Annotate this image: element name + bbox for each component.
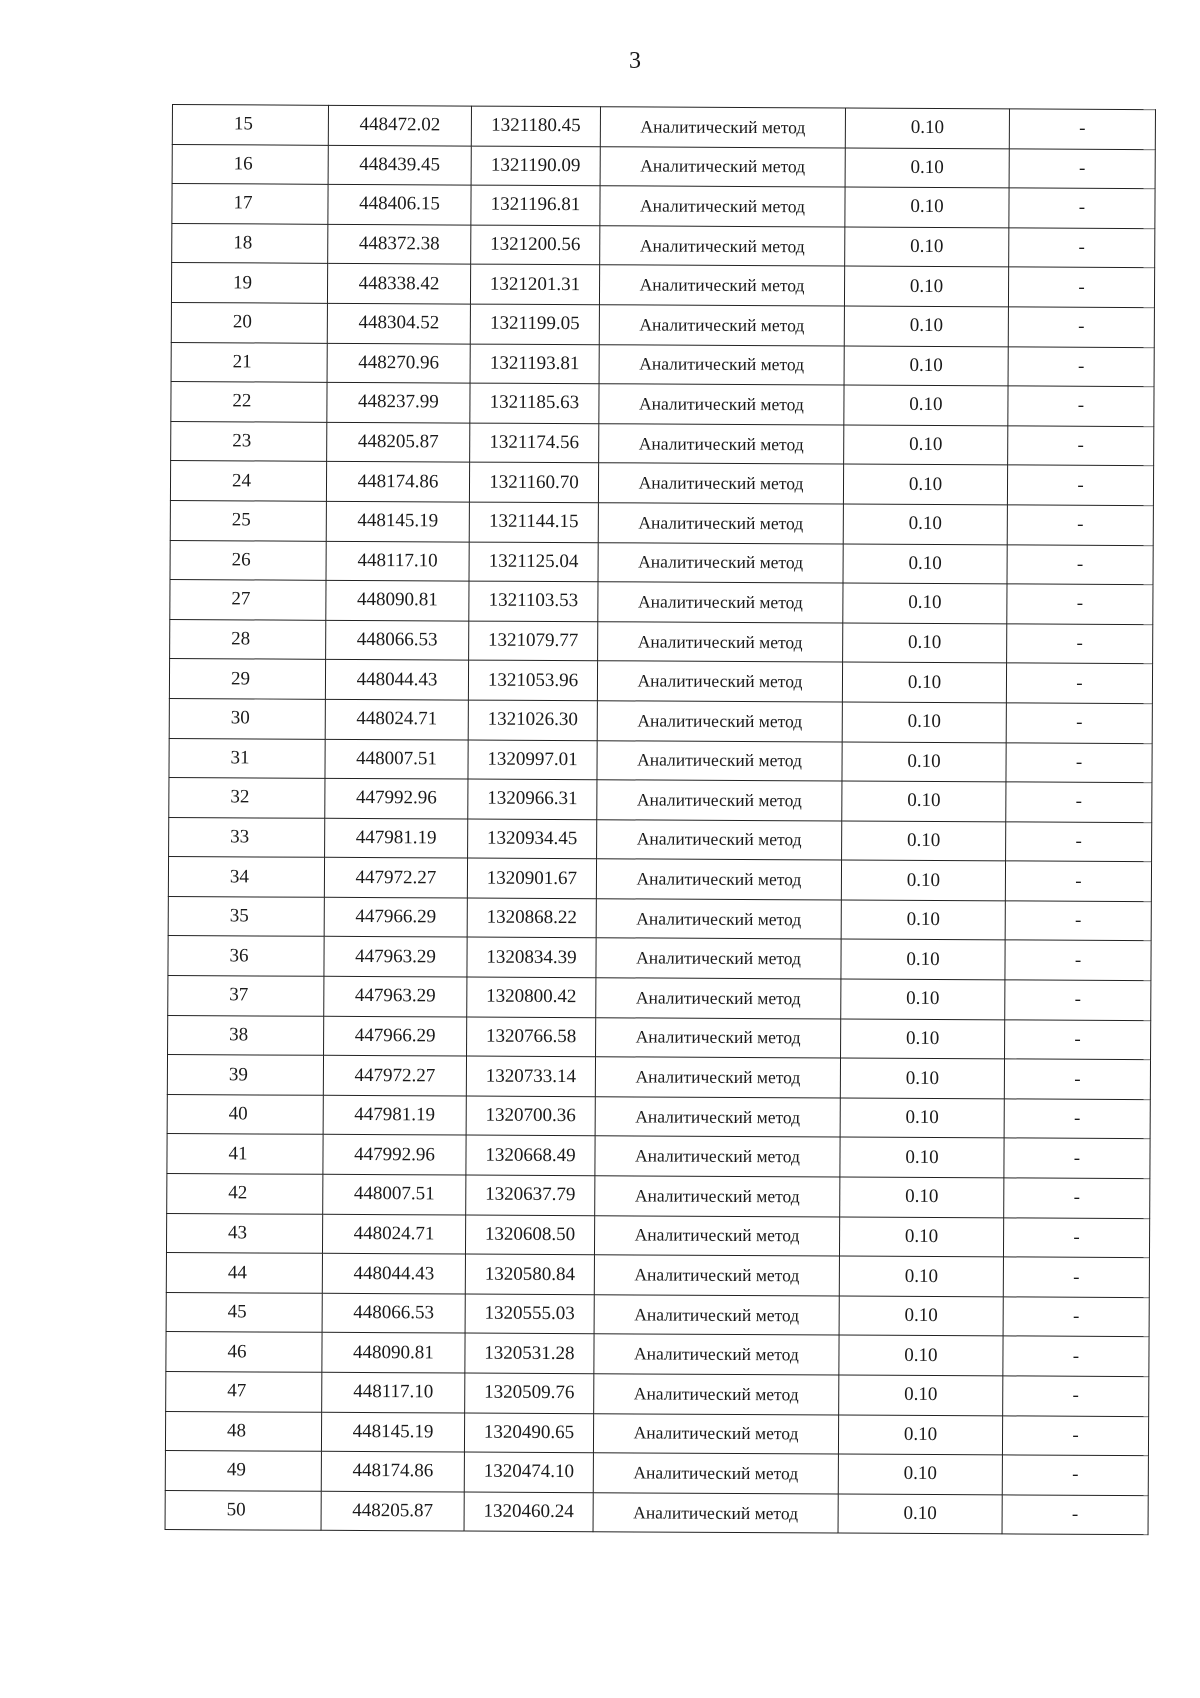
coordinate-x-cell: 448117.10: [322, 1372, 465, 1412]
description-cell: -: [1006, 663, 1152, 703]
method-cell: Аналитический метод: [599, 423, 844, 464]
coordinate-x-cell: 448145.19: [326, 501, 469, 541]
accuracy-cell: 0.10: [844, 385, 1008, 425]
accuracy-cell: 0.10: [838, 1454, 1002, 1494]
point-number-cell: 28: [170, 619, 326, 659]
coordinate-y-cell: 1320460.24: [464, 1492, 593, 1532]
description-cell: -: [1002, 1495, 1148, 1535]
table-row: [171, 421, 1154, 466]
point-number-cell: 37: [168, 976, 324, 1016]
description-cell: -: [1003, 1257, 1149, 1297]
method-cell: Аналитический метод: [598, 542, 843, 583]
description-cell: -: [1006, 742, 1152, 782]
description-cell: -: [1008, 346, 1154, 386]
table-row: [169, 738, 1152, 783]
accuracy-cell: 0.10: [839, 1217, 1003, 1257]
accuracy-cell: 0.10: [843, 504, 1007, 544]
coordinate-x-cell: 448174.86: [321, 1451, 464, 1491]
accuracy-cell: 0.10: [842, 662, 1006, 702]
table-row: [168, 1015, 1151, 1060]
method-cell: Аналитический метод: [593, 1413, 838, 1454]
table-row: [168, 936, 1151, 981]
accuracy-cell: 0.10: [838, 1415, 1002, 1455]
coordinate-x-cell: 448205.87: [327, 422, 470, 462]
coordinate-x-cell: 447981.19: [325, 818, 468, 858]
accuracy-cell: 0.10: [839, 1375, 1003, 1415]
table-row: [168, 896, 1151, 941]
method-cell: Аналитический метод: [594, 1334, 839, 1375]
method-cell: Аналитический метод: [598, 503, 843, 544]
coordinate-y-cell: 1320608.50: [465, 1215, 594, 1255]
point-number-cell: 34: [168, 857, 324, 897]
method-cell: Аналитический метод: [600, 186, 845, 227]
description-cell: -: [1007, 505, 1153, 545]
point-number-cell: 18: [172, 223, 328, 263]
coordinate-y-cell: 1321079.77: [469, 621, 598, 661]
coordinate-x-cell: 448472.02: [328, 105, 471, 145]
description-cell: -: [1006, 782, 1152, 822]
point-number-cell: 50: [165, 1490, 321, 1530]
description-cell: -: [1003, 1336, 1149, 1376]
method-cell: Аналитический метод: [596, 899, 841, 940]
description-cell: -: [1007, 584, 1153, 624]
coordinate-y-cell: 1320474.10: [464, 1452, 593, 1492]
point-number-cell: 17: [172, 184, 328, 224]
coordinate-x-cell: 447981.19: [323, 1095, 466, 1135]
table-row: [169, 778, 1152, 823]
point-number-cell: 15: [172, 105, 328, 145]
coordinate-y-cell: 1320934.45: [468, 819, 597, 859]
point-number-cell: 47: [166, 1371, 322, 1411]
accuracy-cell: 0.10: [843, 544, 1007, 584]
description-cell: -: [1004, 1099, 1150, 1139]
description-cell: -: [1005, 861, 1151, 901]
accuracy-cell: 0.10: [843, 623, 1007, 663]
coordinate-y-cell: 1320766.58: [467, 1017, 596, 1057]
coordinate-y-cell: 1321200.56: [471, 225, 600, 265]
accuracy-cell: 0.10: [839, 1296, 1003, 1336]
accuracy-cell: 0.10: [843, 464, 1007, 504]
point-number-cell: 27: [170, 580, 326, 620]
coordinate-y-cell: 1321026.30: [468, 700, 597, 740]
table-row: [171, 382, 1154, 427]
description-cell: -: [1007, 465, 1153, 505]
table-row: [167, 1134, 1150, 1179]
table-row: [170, 500, 1153, 545]
coordinate-x-cell: 448044.43: [325, 660, 468, 700]
method-cell: Аналитический метод: [593, 1453, 838, 1494]
description-cell: -: [1002, 1415, 1148, 1455]
table-row: [165, 1411, 1148, 1456]
point-number-cell: 30: [169, 698, 325, 738]
point-number-cell: 16: [172, 144, 328, 184]
description-cell: -: [1005, 980, 1151, 1020]
coordinate-y-cell: 1321185.63: [470, 383, 599, 423]
method-cell: Аналитический метод: [594, 1295, 839, 1336]
method-cell: Аналитический метод: [595, 1176, 840, 1217]
coordinate-y-cell: 1320580.84: [465, 1254, 594, 1294]
accuracy-cell: 0.10: [842, 702, 1006, 742]
method-cell: Аналитический метод: [597, 661, 842, 702]
coordinate-x-cell: 448205.87: [321, 1491, 464, 1531]
coordinate-y-cell: 1320509.76: [465, 1373, 594, 1413]
description-cell: -: [1002, 1455, 1148, 1495]
method-cell: Аналитический метод: [596, 978, 841, 1019]
coordinate-y-cell: 1321180.45: [471, 106, 600, 146]
description-cell: -: [1003, 1217, 1149, 1257]
method-cell: Аналитический метод: [594, 1374, 839, 1415]
description-cell: -: [1006, 703, 1152, 743]
method-cell: Аналитический метод: [594, 1255, 839, 1296]
coordinate-y-cell: 1320555.03: [465, 1294, 594, 1334]
coordinate-y-cell: 1321174.56: [470, 423, 599, 463]
coordinate-y-cell: 1320733.14: [466, 1056, 595, 1096]
description-cell: -: [1003, 1376, 1149, 1416]
coordinates-table: [165, 104, 1156, 1536]
point-number-cell: 39: [167, 1055, 323, 1095]
accuracy-cell: 0.10: [842, 781, 1006, 821]
point-number-cell: 25: [170, 500, 326, 540]
coordinate-y-cell: 1321053.96: [468, 660, 597, 700]
point-number-cell: 26: [170, 540, 326, 580]
coordinate-y-cell: 1320700.36: [466, 1096, 595, 1136]
point-number-cell: 45: [166, 1292, 322, 1332]
coordinate-x-cell: 448007.51: [325, 739, 468, 779]
method-cell: Аналитический метод: [593, 1493, 838, 1534]
method-cell: Аналитический метод: [596, 859, 841, 900]
coordinate-x-cell: 448237.99: [327, 382, 470, 422]
description-cell: -: [1005, 901, 1151, 941]
accuracy-cell: 0.10: [844, 425, 1008, 465]
coordinate-x-cell: 448090.81: [326, 580, 469, 620]
method-cell: Аналитический метод: [595, 1136, 840, 1177]
method-cell: Аналитический метод: [597, 780, 842, 821]
table-row: [167, 1094, 1150, 1139]
table-row: [170, 540, 1153, 585]
point-number-cell: 42: [167, 1174, 323, 1214]
coordinate-x-cell: 448406.15: [328, 185, 471, 225]
coordinate-y-cell: 1320901.67: [467, 858, 596, 898]
point-number-cell: 40: [167, 1094, 323, 1134]
accuracy-cell: 0.10: [842, 742, 1006, 782]
point-number-cell: 38: [168, 1015, 324, 1055]
coordinate-y-cell: 1321103.53: [469, 581, 598, 621]
point-number-cell: 31: [169, 738, 325, 778]
method-cell: Аналитический метод: [596, 1017, 841, 1058]
coordinate-y-cell: 1320490.65: [464, 1413, 593, 1453]
accuracy-cell: 0.10: [839, 1256, 1003, 1296]
description-cell: -: [1006, 822, 1152, 862]
method-cell: Аналитический метод: [598, 463, 843, 504]
method-cell: Аналитический метод: [597, 701, 842, 742]
coordinate-x-cell: 447963.29: [324, 976, 467, 1016]
accuracy-cell: 0.10: [841, 979, 1005, 1019]
coordinate-x-cell: 448372.38: [328, 224, 471, 264]
method-cell: Аналитический метод: [600, 146, 845, 187]
method-cell: Аналитический метод: [598, 621, 843, 662]
table-row: [167, 1055, 1150, 1100]
description-cell: -: [1009, 148, 1155, 188]
accuracy-cell: 0.10: [845, 227, 1009, 267]
accuracy-cell: 0.10: [842, 821, 1006, 861]
table-row: [169, 698, 1152, 743]
coordinate-x-cell: 448174.86: [326, 462, 469, 502]
coordinate-x-cell: 448090.81: [322, 1333, 465, 1373]
accuracy-cell: 0.10: [845, 108, 1009, 148]
coordinate-x-cell: 448007.51: [323, 1174, 466, 1214]
coordinate-x-cell: 447966.29: [324, 897, 467, 937]
table-row: [172, 144, 1155, 189]
coordinate-x-cell: 448304.52: [327, 303, 470, 343]
coordinate-x-cell: 447963.29: [324, 937, 467, 977]
coordinate-y-cell: 1321125.04: [469, 542, 598, 582]
method-cell: Аналитический метод: [599, 344, 844, 385]
point-number-cell: 22: [171, 382, 327, 422]
table-row: [170, 580, 1153, 625]
method-cell: Аналитический метод: [596, 938, 841, 979]
table-row: [171, 342, 1154, 387]
method-cell: Аналитический метод: [599, 384, 844, 425]
table-row: [165, 1490, 1148, 1535]
accuracy-cell: 0.10: [845, 148, 1009, 188]
method-cell: Аналитический метод: [595, 1097, 840, 1138]
coordinates-table-body: [165, 105, 1155, 1536]
description-cell: -: [1007, 624, 1153, 664]
point-number-cell: 29: [169, 659, 325, 699]
accuracy-cell: 0.10: [840, 1098, 1004, 1138]
table-row: [171, 302, 1154, 347]
point-number-cell: 36: [168, 936, 324, 976]
table-row: [165, 1451, 1148, 1496]
accuracy-cell: 0.10: [840, 1137, 1004, 1177]
description-cell: -: [1009, 109, 1155, 149]
coordinate-x-cell: 448439.45: [328, 145, 471, 185]
table-row: [169, 817, 1152, 862]
point-number-cell: 48: [165, 1411, 321, 1451]
point-number-cell: 49: [165, 1451, 321, 1491]
table-row: [168, 976, 1151, 1021]
accuracy-cell: 0.10: [844, 306, 1008, 346]
coordinate-y-cell: 1320834.39: [467, 938, 596, 978]
coordinate-y-cell: 1321201.31: [470, 264, 599, 304]
accuracy-cell: 0.10: [843, 583, 1007, 623]
coordinate-x-cell: 448066.53: [326, 620, 469, 660]
coordinate-x-cell: 447992.96: [325, 778, 468, 818]
point-number-cell: 35: [168, 896, 324, 936]
accuracy-cell: 0.10: [841, 860, 1005, 900]
coordinate-y-cell: 1320800.42: [467, 977, 596, 1017]
accuracy-cell: 0.10: [845, 187, 1009, 227]
point-number-cell: 20: [171, 302, 327, 342]
method-cell: Аналитический метод: [597, 740, 842, 781]
coordinate-y-cell: 1320966.31: [468, 779, 597, 819]
page-number: 3: [629, 48, 641, 74]
table-row: [166, 1292, 1149, 1337]
coordinate-y-cell: 1320868.22: [467, 898, 596, 938]
point-number-cell: 46: [166, 1332, 322, 1372]
point-number-cell: 32: [169, 778, 325, 818]
table-row: [169, 659, 1152, 704]
description-cell: -: [1004, 1059, 1150, 1099]
coordinate-x-cell: 447972.27: [323, 1056, 466, 1096]
description-cell: -: [1005, 940, 1151, 980]
table-row: [172, 223, 1155, 268]
coordinate-y-cell: 1321190.09: [471, 146, 600, 186]
description-cell: -: [1003, 1297, 1149, 1337]
description-cell: -: [1008, 386, 1154, 426]
point-number-cell: 44: [166, 1253, 322, 1293]
coordinate-x-cell: 447972.27: [324, 858, 467, 898]
table-row: [172, 184, 1155, 229]
accuracy-cell: 0.10: [838, 1494, 1002, 1534]
method-cell: Аналитический метод: [594, 1215, 839, 1256]
accuracy-cell: 0.10: [840, 1058, 1004, 1098]
coordinate-x-cell: 448024.71: [325, 699, 468, 739]
description-cell: -: [1005, 1020, 1151, 1060]
method-cell: Аналитический метод: [600, 226, 845, 267]
point-number-cell: 41: [167, 1134, 323, 1174]
coordinate-y-cell: 1321196.81: [471, 185, 600, 225]
accuracy-cell: 0.10: [841, 939, 1005, 979]
point-number-cell: 24: [170, 461, 326, 501]
table-row: [171, 263, 1154, 308]
table-row: [170, 461, 1153, 506]
point-number-cell: 33: [169, 817, 325, 857]
table-row: [166, 1213, 1149, 1258]
table-row: [166, 1253, 1149, 1298]
coordinate-x-cell: 448145.19: [321, 1412, 464, 1452]
method-cell: Аналитический метод: [598, 582, 843, 623]
point-number-cell: 43: [166, 1213, 322, 1253]
accuracy-cell: 0.10: [844, 346, 1008, 386]
coordinate-x-cell: 448044.43: [322, 1254, 465, 1294]
method-cell: Аналитический метод: [600, 107, 845, 148]
coordinate-x-cell: 447992.96: [323, 1135, 466, 1175]
accuracy-cell: 0.10: [841, 1019, 1005, 1059]
table-row: [168, 857, 1151, 902]
method-cell: Аналитический метод: [599, 305, 844, 346]
coordinate-y-cell: 1320668.49: [466, 1135, 595, 1175]
method-cell: Аналитический метод: [599, 265, 844, 306]
accuracy-cell: 0.10: [841, 900, 1005, 940]
accuracy-cell: 0.10: [840, 1177, 1004, 1217]
accuracy-cell: 0.10: [839, 1335, 1003, 1375]
description-cell: -: [1009, 228, 1155, 268]
coordinate-y-cell: 1321199.05: [470, 304, 599, 344]
accuracy-cell: 0.10: [844, 266, 1008, 306]
coordinate-x-cell: 448338.42: [327, 264, 470, 304]
method-cell: Аналитический метод: [595, 1057, 840, 1098]
description-cell: -: [1004, 1178, 1150, 1218]
table-row: [170, 619, 1153, 664]
coordinate-y-cell: 1321160.70: [469, 462, 598, 502]
table-row: [167, 1174, 1150, 1219]
description-cell: -: [1004, 1138, 1150, 1178]
description-cell: -: [1007, 544, 1153, 584]
table-row: [166, 1371, 1149, 1416]
description-cell: -: [1008, 267, 1154, 307]
coordinate-x-cell: 448066.53: [322, 1293, 465, 1333]
coordinate-x-cell: 448024.71: [322, 1214, 465, 1254]
point-number-cell: 19: [171, 263, 327, 303]
method-cell: Аналитический метод: [597, 819, 842, 860]
table-row: [172, 105, 1155, 150]
point-number-cell: 23: [171, 421, 327, 461]
table-row: [166, 1332, 1149, 1377]
coordinate-y-cell: 1321193.81: [470, 344, 599, 384]
coordinate-y-cell: 1321144.15: [469, 502, 598, 542]
description-cell: -: [1008, 426, 1154, 466]
coordinate-y-cell: 1320997.01: [468, 740, 597, 780]
description-cell: -: [1008, 307, 1154, 347]
point-number-cell: 21: [171, 342, 327, 382]
description-cell: -: [1009, 188, 1155, 228]
coordinate-y-cell: 1320531.28: [465, 1333, 594, 1373]
coordinate-y-cell: 1320637.79: [466, 1175, 595, 1215]
coordinate-x-cell: 448117.10: [326, 541, 469, 581]
coordinate-x-cell: 448270.96: [327, 343, 470, 383]
coordinate-x-cell: 447966.29: [324, 1016, 467, 1056]
